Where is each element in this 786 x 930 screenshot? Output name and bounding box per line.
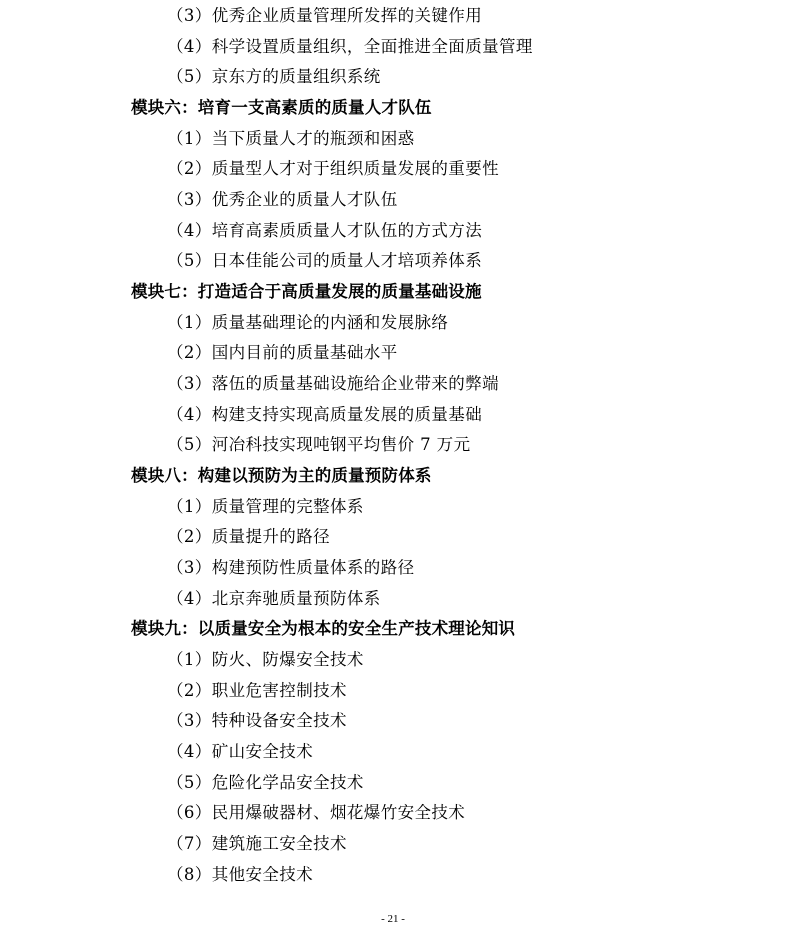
module-heading: 模块七：打造适合于高质量发展的质量基础设施 xyxy=(131,281,482,301)
list-item: （8）其他安全技术 xyxy=(167,864,314,884)
list-item: （4）矿山安全技术 xyxy=(167,741,314,761)
list-item: （5）日本佳能公司的质量人才培项养体系 xyxy=(167,251,483,271)
list-item: （3）特种设备安全技术 xyxy=(167,711,347,731)
list-item: （3）优秀企业质量管理所发挥的关键作用 xyxy=(167,6,483,25)
module-heading: 模块六：培育一支高素质的质量人才队伍 xyxy=(131,98,432,117)
list-item: （3）落伍的质量基础设施给企业带来的弊端 xyxy=(167,373,499,393)
list-item: （5）河冶科技实现吨钢平均售价 7 万元 xyxy=(167,435,471,455)
list-item: （2）质量提升的路径 xyxy=(167,527,330,547)
list-item: （5）京东方的质量组织系统 xyxy=(167,67,381,87)
list-item: （2）职业危害控制技术 xyxy=(167,680,347,700)
list-item: （4）构建支持实现高质量发展的质量基础 xyxy=(167,404,483,424)
list-item: （1）质量基础理论的内涵和发展脉络 xyxy=(167,312,449,332)
list-item: （7）建筑施工安全技术 xyxy=(167,833,347,853)
list-item: （1）当下质量人才的瓶颈和困惑 xyxy=(167,128,415,148)
list-item: （5）危险化学品安全技术 xyxy=(167,772,364,792)
module-heading: 模块九：以质量安全为根本的安全生产技术理论知识 xyxy=(131,619,516,639)
list-item: （1）质量管理的完整体系 xyxy=(167,496,364,516)
list-item: （4）北京奔驰质量预防体系 xyxy=(167,588,381,608)
list-item: （1）防火、防爆安全技术 xyxy=(167,649,364,669)
list-item: （2）质量型人才对于组织质量发展的重要性 xyxy=(167,159,499,179)
list-item: （2）国内目前的质量基础水平 xyxy=(167,343,398,363)
list-item: （4）培育高素质质量人才队伍的方式方法 xyxy=(167,220,483,240)
list-item: （4）科学设置质量组织，全面推进全面质量管理 xyxy=(167,36,533,56)
page-number: - 21 - xyxy=(381,913,405,925)
module-heading: 模块八：构建以预防为主的质量预防体系 xyxy=(131,465,432,485)
list-item: （3）构建预防性质量体系的路径 xyxy=(167,557,415,577)
list-item: （6）民用爆破器材、烟花爆竹安全技术 xyxy=(167,803,466,823)
list-item: （3）优秀企业的质量人才队伍 xyxy=(167,190,398,209)
